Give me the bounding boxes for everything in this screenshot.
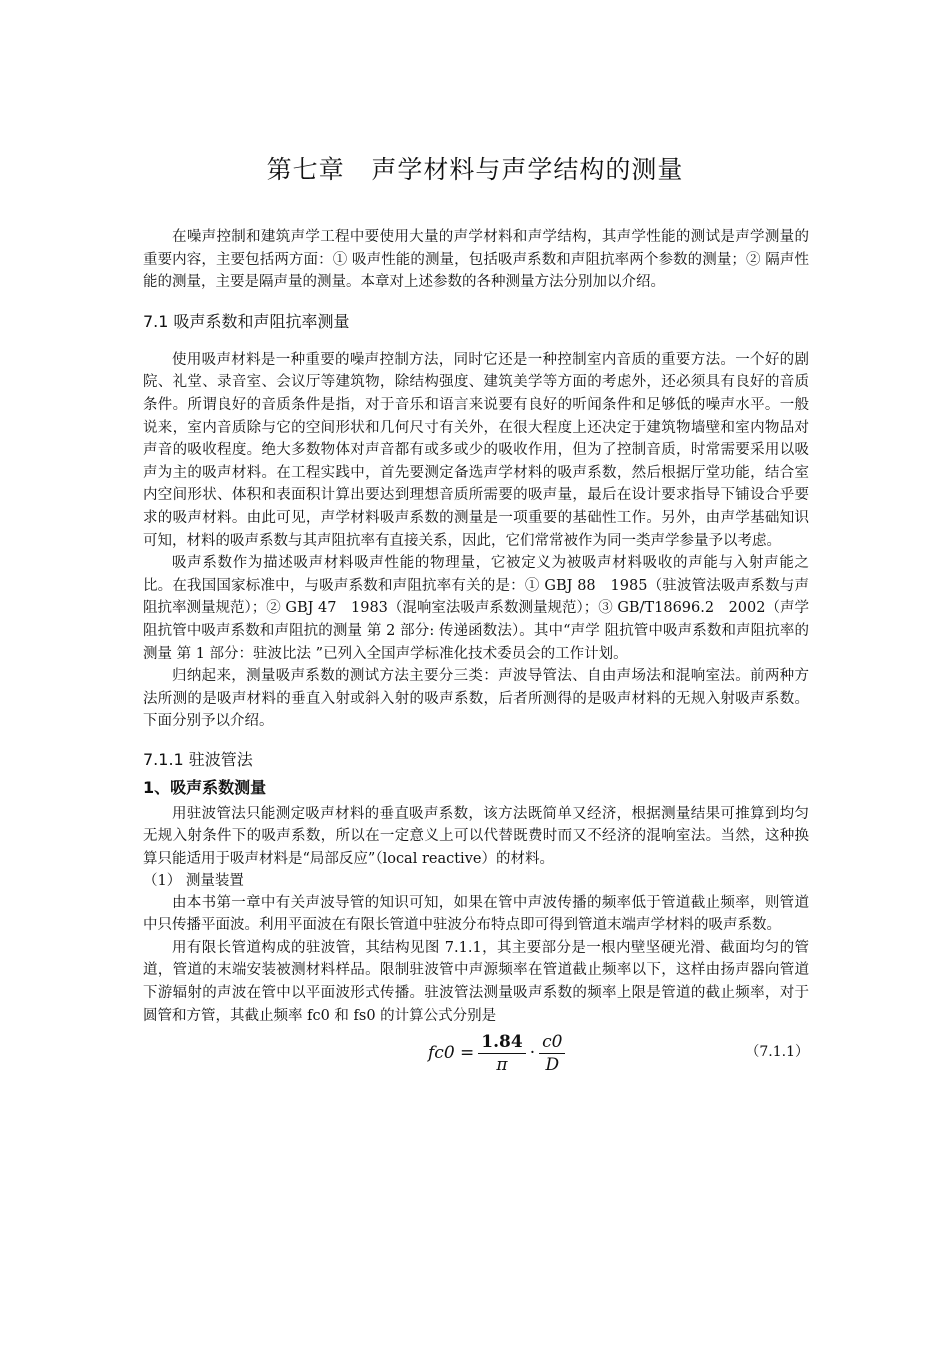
equation-number: （7.1.1） xyxy=(745,1044,809,1061)
fraction-1 xyxy=(478,1031,525,1076)
paragraph: 用驻波管法只能测定吸声材料的垂直吸声系数，该方法既简单又经济，根据测量结果可推算到均匀无规入射条件下的吸声系数，所以在一定意义上可以代替既费时而又不经济的混响室法。当然，这种换算只能适用于吸声材料是“局部反应”（local reactive）的材料。 xyxy=(143,805,809,868)
chapter-title xyxy=(0,150,950,186)
fraction-1-denominator: π xyxy=(496,1054,508,1075)
intro-paragraph: 在噪声控制和建筑声学工程中要使用大量的声学材料和声学结构，其声学性能的测试是声学测量的重要内容，主要包括两方面：① 吸声性能的测量，包括吸声系数和声阻抗率两个参数的测量；② 隔声性能的测量，主要是隔声量的测量。本章对上述参数的各种测量方法分别加以介绍。 xyxy=(143,229,809,291)
chapter-title-text: 声学材料与声学结构的测量 xyxy=(371,155,684,184)
formula-expression xyxy=(428,1029,569,1077)
fraction-2 xyxy=(539,1031,565,1076)
multiply-dot: · xyxy=(529,1043,536,1064)
fraction-2-denominator: D xyxy=(545,1054,560,1075)
subsection-heading: 1、吸声系数测量 xyxy=(143,777,267,797)
item-label: （1） 测量装置 xyxy=(143,872,244,889)
paragraph: 用有限长管道构成的驻波管，其结构见图 7.1.1，其主要部分是一根内壁坚硬光滑、截面均匀的管道，管道的末端安装被测材料样品。限制驻波管中声源频率在管道截止频率以下，这样由扬声器向管道下游辐射的声波在管中以平面波形式传播。驻波管法测量吸声系数的频率上限是管道的截止频率，对于圆管和方管，其截止频率 fc0 和 fs0 的计算公式分别是 xyxy=(143,939,809,1024)
formula-lhs: fc0 = xyxy=(428,1043,475,1064)
fraction-1-numerator: 1.84 xyxy=(478,1031,525,1054)
section-heading-7-1-1: 7.1.1 驻波管法 xyxy=(143,749,253,769)
section-heading-7-1: 7.1 吸声系数和声阻抗率测量 xyxy=(143,311,350,331)
fraction-2-numerator: c0 xyxy=(539,1031,565,1054)
paragraph: 由本书第一章中有关声波导管的知识可知，如果在管中声波传播的频率低于管道截止频率，则管道中只传播平面波。利用平面波在有限长管道中驻波分布特点即可得到管道末端声学材料的吸声系数。 xyxy=(143,894,809,934)
chapter-number: 第七章 xyxy=(266,155,345,184)
paragraph: 使用吸声材料是一种重要的噪声控制方法，同时它还是一种控制室内音质的重要方法。一个好的剧院、礼堂、录音室、会议厅等建筑物，除结构强度、建筑美学等方面的考虑外，还必须具有良好的音质条件。所谓良好的音质条件是指，对于音乐和语言来说要有良好的听闻条件和足够低的噪声水平。一般说来，室内音质除与它的空间形状和几何尺寸有关外，在很大程度上还决定于建筑物墙壁和室内物品对声音的吸收程度。绝大多数物体对声音都有或多或少的吸收作用，但为了控制音质，时常需要采用以吸声为主的吸声材料。在工程实践中，首先要测定备选声学材料的吸声系数，然后根据厅堂功能，结合室内空间形状、体积和表面积计算出要达到理想音质所需要的吸声量，最后在设计要求指导下铺设合乎要求的吸声材料。由此可见，声学材料吸声系数的测量是一项重要的基础性工作。另外，由声学基础知识可知，材料的吸声系数与其声阻抗率有直接关系，因此，它们常常被作为同一类声学参量予以考虑。 xyxy=(143,351,809,549)
document-body xyxy=(143,226,809,1077)
paragraph: 吸声系数作为描述吸声材料吸声性能的物理量，它被定义为被吸声材料吸收的声能与入射声能之比。在我国国家标准中，与吸声系数和声阻抗率有关的是：① GBJ 88 1985（驻波管法吸声系数与声阻抗率测量规范）；② GBJ 47 1983（混响室法吸声系数测量规范）；③ GB/T18696.2 2002（声学 阻抗管中吸声系数和声阻抗的测量 第 2 部分: 传递函数法）。其中“声学 阻抗管中吸声系数和声阻抗率的测量 第 1 部分：驻波比法 ”已列入全国声学标准化技术委员会的工作计划。 xyxy=(143,555,809,662)
paragraph: 归纳起来，测量吸声系数的测试方法主要分三类：声波导管法、自由声场法和混响室法。前两种方法所测的是吸声材料的垂直入射或斜入射的吸声系数，后者所测得的是吸声材料的无规入射吸声系数。下面分别予以介绍。 xyxy=(143,668,809,730)
formula-7-1-1 xyxy=(143,1029,809,1077)
